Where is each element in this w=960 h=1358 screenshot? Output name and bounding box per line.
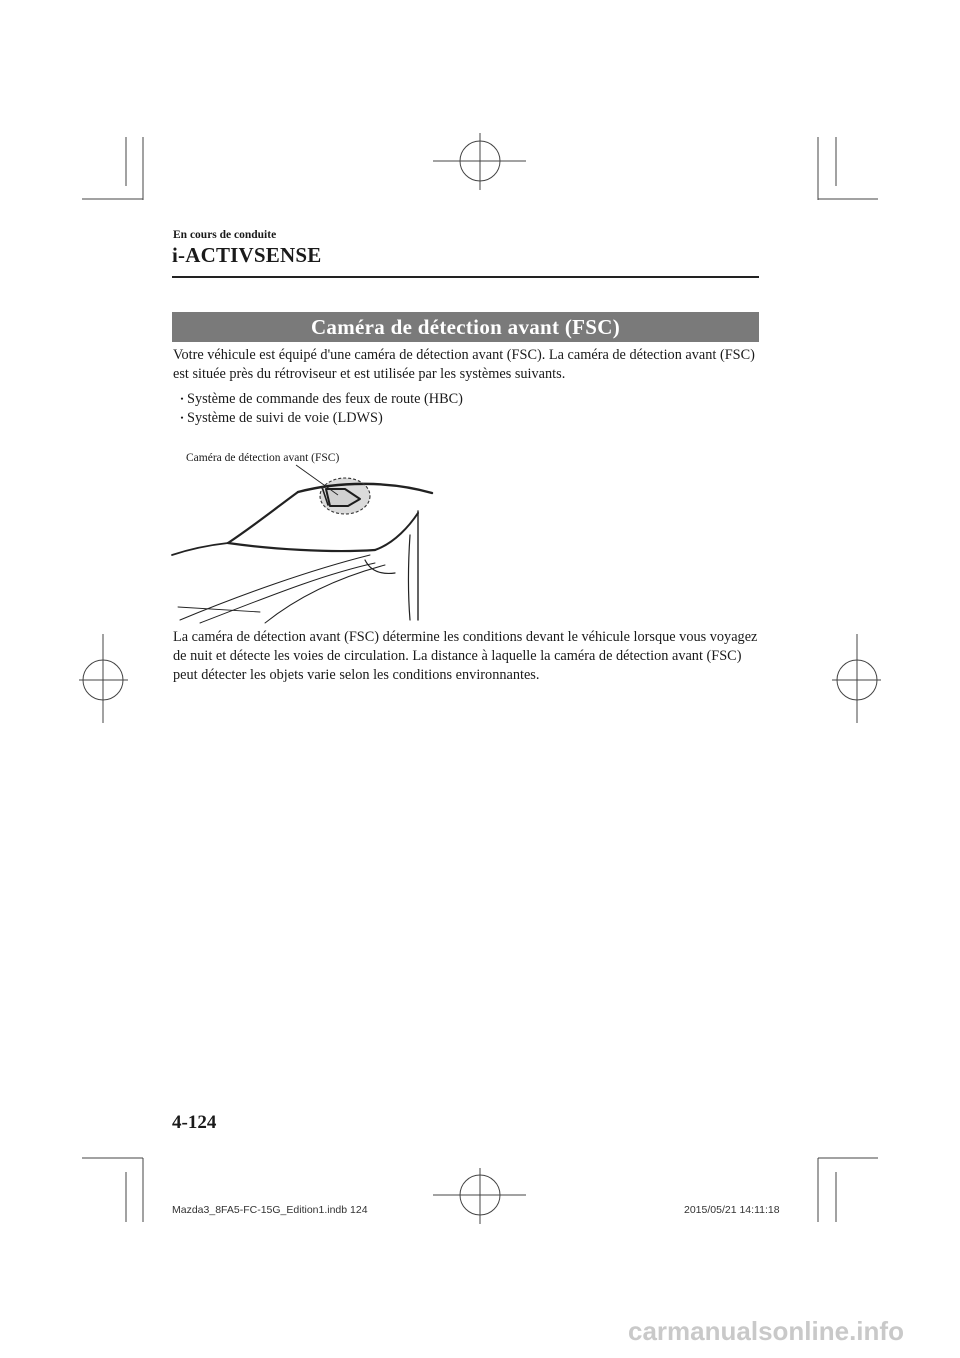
windshield-camera-illustration [170,445,440,625]
chapter-title: En cours de conduite [173,229,277,241]
list-item-text: Système de commande des feux de route (HBC) [187,391,463,407]
list-item [176,390,463,409]
watermark-text: carmanualsonline.info [628,1316,904,1346]
intro-paragraph: Votre véhicule est équipé d'une caméra de détection avant (FSC). La caméra de détection avant (FSC) est située près du rétroviseur et est utilisée par les systèmes suivants. [173,347,755,382]
detail-paragraph: La caméra de détection avant (FSC) détermine les conditions devant le véhicule lorsque vous voyagez de nuit et détecte les voies de circulation. La distance à laquelle la caméra de détection avant (FSC) peut détecter les objets varie selon les conditions environnantes. [173,629,758,683]
list-item [176,409,463,428]
print-timestamp: 2015/05/21 14:11:18 [684,1204,780,1216]
list-item-text: Système de suivi de voie (LDWS) [187,410,383,426]
section-title: i-ACTIVSENSE [172,243,322,267]
page-number: 4-124 [172,1112,217,1133]
bullet-icon: ・ [176,411,189,425]
systems-list [176,390,463,428]
bullet-icon: ・ [176,392,189,406]
figure-callout-label: Caméra de détection avant (FSC) [186,452,340,464]
print-file-info: Mazda3_8FA5-FC-15G_Edition1.indb 124 [172,1204,368,1216]
topic-banner: Caméra de détection avant (FSC) [172,312,759,342]
header-rule [172,276,759,278]
